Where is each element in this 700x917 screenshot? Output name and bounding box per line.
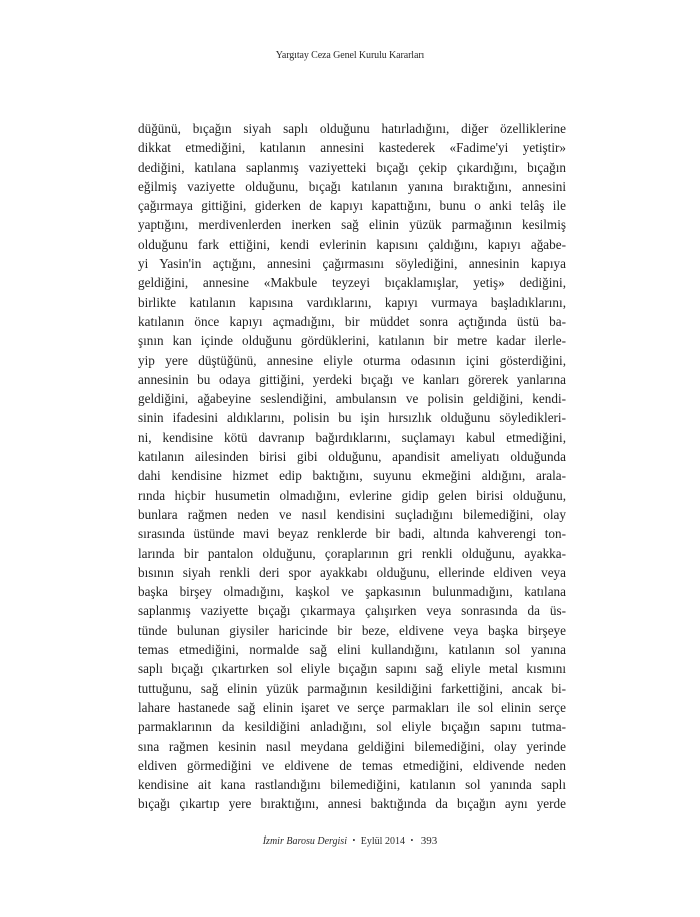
page-number: 393 — [420, 835, 438, 847]
text-line: yaptığını, merdivenlerden inerken sağ elinin yüzük parmağının kesilmiş — [138, 217, 566, 233]
text-line: eğilmiş vaziyette olduğunu, bıçağı katılanın yanına bıraktığını, annesini — [138, 178, 566, 194]
text-line: lahare hastanede sağ elinin işaret ve serçe parmakları ile sol elinin serçe — [138, 699, 566, 715]
text-line: şının kan içinde olduğunu gördüklerini, katılanın bir metre kadar ilerle- — [138, 333, 566, 349]
text-line: dikkat etmediğini, katılanın annesini kastederek «Fadime'yi yetiştir» — [138, 140, 566, 156]
running-header: Yargıtay Ceza Genel Kurulu Kararları — [275, 50, 425, 61]
text-line: katılanın ailesinden birisi gibi olduğunu, apandisit ameliyatı olduğunda — [138, 449, 566, 465]
page-footer — [0, 835, 700, 847]
journal-name: İzmir Barosu Dergisi — [262, 836, 347, 847]
text-line: bısının siyah renkli deri spor ayakkabı olduğunu, ellerinde eldiven veya — [138, 564, 566, 580]
text-line: düğünü, bıçağın siyah saplı olduğunu hatırladığını, diğer özelliklerine — [138, 121, 566, 136]
text-line: kendisine ait kana rastlandığını bilemediğini, katılanın sol yanında saplı — [138, 777, 566, 793]
text-line: katılanın önce kapıyı açmadığını, bir müddet sonra açtığında üstü ba- — [138, 313, 566, 329]
text-line: larında bir pantalon olduğunu, çoraplarının gri renkli olduğunu, ayakka- — [138, 545, 566, 561]
text-line: bunlara rağmen neden ve nasıl kendisini suçladığını bilemediğini, olay — [138, 506, 566, 522]
text-line: olduğunu fark ettiğini, kendi evlerinin kapısını çaldığını, kapıyı ağabe- — [138, 236, 566, 252]
text-line: saplı bıçağı çıkartırken sol eliyle bıçağın sapını sağ eliyle metal kısmını — [138, 661, 566, 677]
text-line: sına rağmen kesinin nasıl meydana geldiğini bilemediğini, olay yerinde — [138, 738, 566, 754]
text-line: tuttuğunu, sağ elinin yüzük parmağının kesildiğini farkettiğini, ancak bi- — [138, 680, 566, 696]
body-text — [138, 119, 566, 814]
text-line: parmaklarının da kesildiğini anladığını, sol eliyle bıçağın sapını tutma- — [138, 719, 566, 735]
text-line: geldiğini, ağabeyine seslendiğini, ambulansın ve polisin geldiğini, kendi- — [138, 391, 566, 407]
text-line: sinin ifadesini aldıklarını, polisin bu işin hırsızlık olduğunu söyledikleri- — [138, 410, 566, 426]
text-line: rında hiçbir husumetin olmadığını, evlerine gidip gelen birisi olduğunu, — [138, 487, 566, 503]
footer-separator: • — [352, 836, 356, 845]
footer-separator: • — [410, 836, 414, 845]
text-line: sırasında üstünde mavi beyaz renklerde bir badi, altında kahverengi ton- — [138, 526, 566, 542]
text-line: çağırmaya gittiğini, giderken de kapıyı kapattığını, bunu o anki telâş ile — [138, 198, 566, 214]
text-line: tünde bulunan giysiler haricinde bir beze, eldivene veya başka birşeye — [138, 622, 566, 638]
text-line: eldiven görmediğini ve eldivene de temas etmediğini, eldivende neden — [138, 757, 566, 773]
text-line: birlikte katılanın kapısına vardıklarını, kapıyı vurmaya başladıklarını, — [138, 294, 566, 310]
issue-date: Eylül 2014 — [360, 836, 405, 847]
text-line: temas etmediğini, normalde sağ elini kullandığını, katılanın sol yanına — [138, 642, 566, 658]
text-line: dahi kendisine hizmet edip baktığını, suyunu ekmeğini aldığını, arala- — [138, 468, 566, 484]
text-line: dediğini, katılana saplanmış vaziyetteki bıçağı çekip çıkardığını, bıçağın — [138, 159, 566, 175]
text-line: bıçağı çıkartıp yere bıraktığını, annesi baktığında da bıçağın aynı yerde — [138, 796, 566, 812]
text-line: yi Yasin'in açtığını, annesini çağırmasını söylediğini, annesinin kapıya — [138, 256, 566, 272]
text-line: annesinin bu odaya gittiğini, yerdeki bıçağı ve kanları görerek yanlarına — [138, 371, 566, 387]
text-line: başka birşey olmadığını, kaşkol ve şapkasının bulunmadığını, katılana — [138, 584, 566, 600]
text-line: saplanmış vaziyette bıçağı çıkarmaya çalışırken veya sonrasında da üs- — [138, 603, 566, 619]
text-line: geldiğini, annesine «Makbule teyzeyi bıçaklamışlar, yetiş» dediğini, — [138, 275, 566, 291]
text-line: yip yere düştüğünü, annesine eliyle oturma odasının içini gösterdiğini, — [138, 352, 566, 368]
text-line: ni, kendisine kötü davranıp bağırdıklarını, suçlamayı kabul etmediğini, — [138, 429, 566, 445]
